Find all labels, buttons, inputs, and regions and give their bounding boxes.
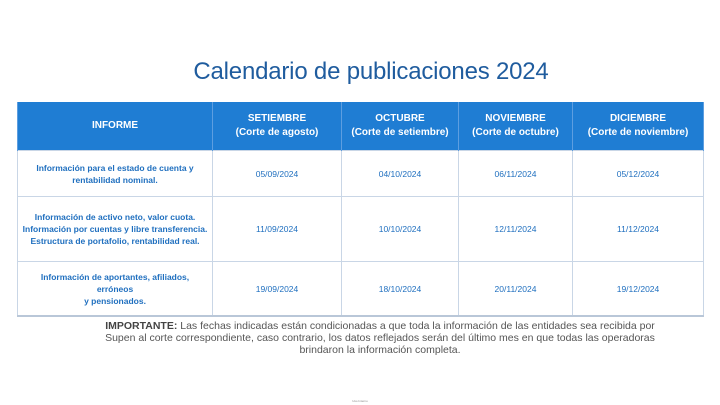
date-cell: 04/10/2024 — [342, 151, 459, 197]
header-month: OCTUBRE — [375, 113, 425, 124]
informe-cell — [18, 151, 213, 197]
table-header-row — [18, 102, 704, 151]
date-cell: 11/12/2024 — [573, 197, 704, 262]
informe-line: Estructura de portafolio, rentabilidad real. — [30, 236, 200, 246]
date-cell: 10/10/2024 — [342, 197, 459, 262]
informe-cell — [18, 262, 213, 317]
table-row — [18, 151, 704, 197]
informe-line: Información por cuentas y libre transferencia. — [22, 224, 208, 234]
note-line: brindaron la información completa. — [299, 344, 461, 356]
header-cutoff: (Corte de setiembre) — [351, 127, 449, 138]
table-row — [18, 197, 704, 262]
header-cutoff: (Corte de octubre) — [472, 127, 559, 138]
date-cell: 06/11/2024 — [459, 151, 573, 197]
table-row — [18, 262, 704, 317]
date-cell: 05/12/2024 — [573, 151, 704, 197]
note-line: Supen al corte correspondiente, caso contrario, los datos reflejados serán del último mes en que todas las operadoras — [105, 332, 655, 344]
date-cell: 11/09/2024 — [213, 197, 342, 262]
date-cell: 18/10/2024 — [342, 262, 459, 317]
date-cell: 05/09/2024 — [213, 151, 342, 197]
informe-line: Información de activo neto, valor cuota. — [34, 212, 196, 222]
header-month: SETIEMBRE — [247, 113, 307, 124]
note-line — [90, 320, 670, 332]
header-cutoff: (Corte de noviembre) — [587, 127, 689, 138]
header-cutoff: (Corte de agosto) — [235, 127, 319, 138]
header-setiembre — [213, 102, 342, 151]
informe-line: y pensionados. — [84, 295, 146, 306]
publication-calendar-table — [17, 102, 704, 317]
header-diciembre — [573, 102, 704, 151]
informe-cell — [18, 197, 213, 262]
informe-line: rentabilidad nominal. — [72, 174, 158, 185]
date-cell: 19/12/2024 — [573, 262, 704, 317]
informe-line: Información de aportantes, afiliados, erróneos — [40, 271, 190, 294]
header-noviembre — [459, 102, 573, 151]
header-month: DICIEMBRE — [609, 113, 667, 124]
header-informe-label: INFORME — [91, 120, 139, 131]
date-cell: 12/11/2024 — [459, 197, 573, 262]
page-title: Calendario de publicaciones 2024 — [193, 58, 549, 85]
date-cell: 19/09/2024 — [213, 262, 342, 317]
classification-footer: Uso Interno — [352, 399, 368, 403]
note-text: Las fechas indicadas están condicionadas a que toda la información de las entidades sea recibida por — [177, 320, 655, 332]
header-octubre — [342, 102, 459, 151]
header-informe — [18, 102, 213, 151]
header-month: NOVIEMBRE — [485, 113, 546, 124]
informe-line: Información para el estado de cuenta y — [36, 162, 194, 173]
date-cell: 20/11/2024 — [459, 262, 573, 317]
important-note — [90, 320, 670, 356]
note-label: IMPORTANTE: — [105, 320, 178, 332]
